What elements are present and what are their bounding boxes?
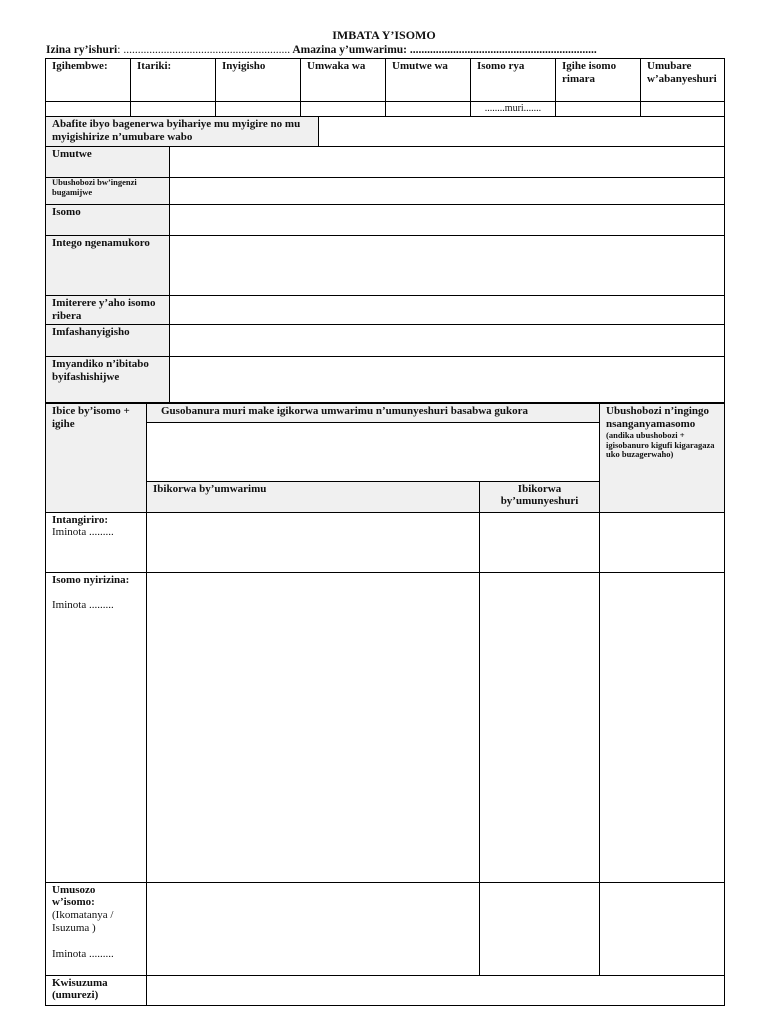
lesson-title-label: Isomo [46, 205, 170, 236]
conclusion-label: Umusozo w’isomo: [52, 883, 96, 909]
term-cell[interactable] [46, 102, 131, 117]
objectives-field[interactable] [170, 236, 725, 296]
duration-cell[interactable] [556, 102, 641, 117]
subject-cell[interactable] [216, 102, 301, 117]
lesson-number-cell[interactable]: ........muri....... [471, 102, 556, 117]
conclusion-teacher-field[interactable] [147, 882, 480, 975]
header-line [46, 44, 597, 56]
introduction-minutes: Iminota ......... [52, 526, 114, 539]
self-evaluation-field[interactable] [147, 975, 725, 1005]
competence-column-header: Ubushobozi n’ingingo nsanganyamasomo [606, 405, 710, 430]
special-needs-field[interactable] [319, 117, 725, 147]
steps-col1-header: Ibice by’isomo + igihe [46, 403, 147, 512]
development-student-field[interactable] [480, 572, 600, 882]
conclusion-student-field[interactable] [480, 882, 600, 975]
year-cell[interactable] [301, 102, 386, 117]
date-header: Itariki: [131, 59, 216, 102]
unit-header: Umutwe wa [386, 59, 471, 102]
introduction-competence-field[interactable] [600, 512, 725, 572]
introduction-student-field[interactable] [480, 512, 600, 572]
materials-field[interactable] [170, 325, 725, 357]
setting-label: Imiterere y’aho isomo ribera [46, 296, 170, 325]
teacher-field[interactable]: ................................................................. [407, 44, 597, 56]
document-title: IMBATA Y’ISOMO [332, 28, 436, 42]
year-header: Umwaka wa [301, 59, 386, 102]
lesson-title-field[interactable] [170, 205, 725, 236]
school-label: Izina ry’ishuri [46, 44, 118, 56]
self-evaluation-label: Kwisuzuma (umurezi) [46, 975, 147, 1005]
teacher-activities-header: Ibikorwa by’umwarimu [147, 481, 480, 512]
steps-col2-header: Gusobanura muri make igikorwa umwarimu n’umunyeshuri basabwa gukora [147, 403, 600, 422]
lesson-details-table [45, 146, 725, 403]
students-count-header: Umubare w’abanyeshuri [641, 59, 725, 102]
key-competence-field[interactable] [170, 178, 725, 205]
introduction-teacher-field[interactable] [147, 512, 480, 572]
lesson-number-header: Isomo rya [471, 59, 556, 102]
development-label: Isomo nyirizina: [52, 573, 130, 586]
development-competence-field[interactable] [600, 572, 725, 882]
steps-description-field[interactable] [147, 422, 600, 481]
conclusion-competence-field[interactable] [600, 882, 725, 975]
duration-header: Igihe isomo rimara [556, 59, 641, 102]
competence-column-note: (andika ubushobozi + igisobanuro kigufi kigaragaza uko buzagerwaho) [606, 429, 715, 460]
references-label: Imyandiko n’ibitabo byifashishijwe [46, 357, 170, 403]
development-teacher-field[interactable] [147, 572, 480, 882]
key-competence-label: Ubushobozi bw’ingenzi bugamijwe [52, 177, 137, 197]
materials-label: Imfashanyigisho [46, 325, 170, 357]
subject-header: Inyigisho [216, 59, 301, 102]
lesson-info-table [45, 58, 725, 117]
unit-cell[interactable] [386, 102, 471, 117]
conclusion-note: (Ikomatanya / Isuzuma ) [52, 909, 114, 935]
conclusion-minutes: Iminota ......... [52, 948, 114, 961]
special-needs-table [45, 116, 725, 147]
unit-title-label: Umutwe [46, 147, 170, 178]
term-header: Igihembwe: [46, 59, 131, 102]
setting-field[interactable] [170, 296, 725, 325]
students-count-cell[interactable] [641, 102, 725, 117]
special-needs-label: Abafite ibyo bagenerwa byihariye mu myigire no mu myigishirize n’umubare wabo [46, 117, 319, 147]
unit-title-field[interactable] [170, 147, 725, 178]
references-field[interactable] [170, 357, 725, 403]
student-activities-header: Ibikorwa by’umunyeshuri [480, 481, 600, 512]
date-cell[interactable] [131, 102, 216, 117]
lesson-steps-table [45, 402, 725, 1006]
objectives-label: Intego ngenamukoro [46, 236, 170, 296]
teacher-label: Amazina y’umwarimu: [292, 44, 407, 56]
development-minutes: Iminota ......... [52, 599, 114, 612]
school-field[interactable]: : .......................................................... [117, 44, 291, 56]
introduction-label: Intangiriro: [52, 513, 109, 526]
